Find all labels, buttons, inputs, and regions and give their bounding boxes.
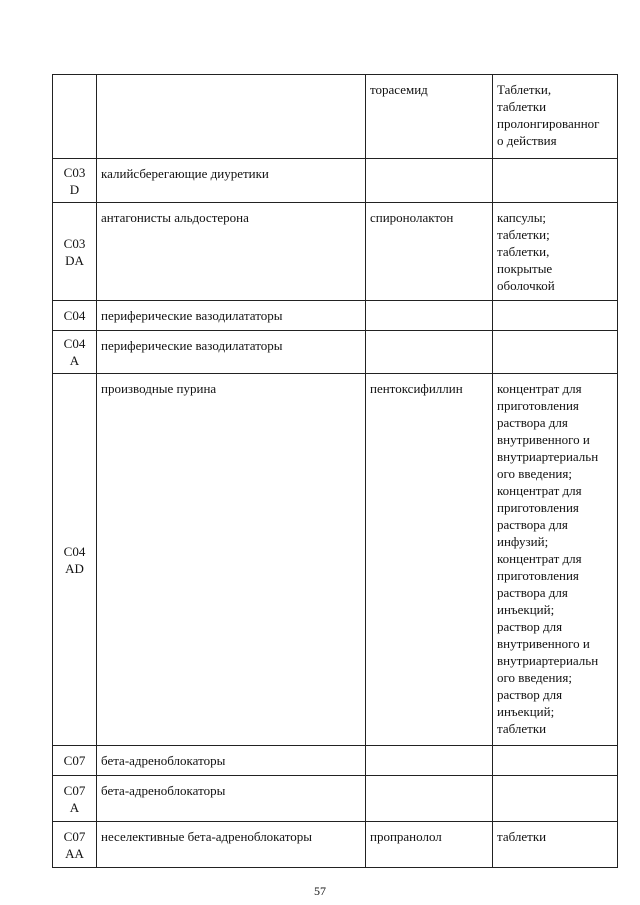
atc-code-cell [53,746,97,776]
dosage-form-cell [493,331,618,374]
dosage-form-line: покрытые [497,261,553,276]
dosage-form-line: Таблетки, [497,82,552,97]
atc-code-cell [53,776,97,822]
group-name-cell: калийсберегающие диуретики [97,159,366,203]
table-row [53,75,618,159]
atc-code-cell [53,159,97,203]
drug-name-cell: торасемид [366,75,493,159]
atc-code-cell [53,331,97,374]
table-row [53,746,618,776]
atc-code-suffix: A [69,353,80,368]
atc-code-suffix: DA [65,252,84,268]
table-row [53,776,618,822]
atc-code-main: C04 [63,308,86,323]
dosage-form-line: концентрат для [497,551,582,566]
table-row [53,822,618,868]
atc-code-suffix: D [69,181,80,197]
atc-code-cell [53,203,97,301]
table-row [53,159,618,203]
atc-code-main: C07 [63,782,86,798]
atc-code-main: C03 [63,235,86,251]
atc-code-suffix: AD [65,560,84,576]
dosage-form-line: ого введения; [497,670,572,685]
dosage-form-line: о действия [497,133,557,148]
atc-code-cell [53,75,97,159]
dosage-form-line: раствор для [497,619,563,634]
dosage-form-cell [493,374,618,746]
dosage-form-line: таблетки [497,99,547,114]
table-row [53,374,618,746]
dosage-form-cell [493,203,618,301]
drug-name-cell: пентоксифиллин [366,374,493,746]
table-row [53,301,618,331]
group-name-cell: антагонисты альдостерона [97,203,366,301]
dosage-form-cell [493,822,618,868]
atc-code-main: C04 [63,543,86,559]
drug-name-cell: пропранолол [366,822,493,868]
group-name-cell: бета-адреноблокаторы [97,776,366,822]
group-name-cell: бета-адреноблокаторы [97,746,366,776]
drug-name-cell [366,746,493,776]
dosage-form-line: раствора для [497,415,568,430]
group-name-cell: периферические вазодилататоры [97,301,366,331]
dosage-form-line: таблетки [497,721,547,736]
group-name-cell: неселективные бета-адреноблокаторы [97,822,366,868]
dosage-form-line: инъекций; [497,602,555,617]
dosage-form-line: внутривенного и [497,636,590,651]
group-name-cell: периферические вазодилататоры [97,331,366,374]
atc-code-suffix: AA [65,845,84,861]
drug-name-cell [366,301,493,331]
dosage-form-line: таблетки [497,829,547,844]
dosage-form-cell [493,301,618,331]
drug-name-cell [366,331,493,374]
atc-code-cell [53,822,97,868]
dosage-form-cell [493,746,618,776]
dosage-form-line: таблетки, [497,244,550,259]
dosage-form-line: инъекций; [497,704,555,719]
dosage-form-line: раствора для [497,585,568,600]
table-row [53,203,618,301]
dosage-form-line: пролонгированног [497,116,600,131]
table-row [53,331,618,374]
atc-code-main: C07 [63,753,86,768]
page-number: 57 [314,884,326,898]
dosage-form-cell [493,75,618,159]
dosage-form-line: внутриартериальн [497,653,599,668]
dosage-form-line: таблетки; [497,227,550,242]
dosage-form-line: капсулы; [497,210,547,225]
atc-code-cell [53,301,97,331]
dosage-form-line: раствор для [497,687,563,702]
group-name-cell [97,75,366,159]
dosage-form-line: ого введения; [497,466,572,481]
atc-code-main: C07 [63,828,86,844]
atc-code-main: C04 [63,336,86,351]
dosage-form-line: внутриартериальн [497,449,599,464]
atc-drug-table [52,74,618,868]
dosage-form-line: внутривенного и [497,432,590,447]
dosage-form-line: инфузий; [497,534,549,549]
dosage-form-cell [493,776,618,822]
group-name-cell: производные пурина [97,374,366,746]
dosage-form-line: приготовления [497,398,579,413]
drug-name-cell [366,159,493,203]
dosage-form-cell [493,159,618,203]
atc-code-cell [53,374,97,746]
dosage-form-line: приготовления [497,568,579,583]
atc-code-suffix: A [69,799,80,815]
dosage-form-line: раствора для [497,517,568,532]
dosage-form-line: приготовления [497,500,579,515]
dosage-form-line: оболочкой [497,278,555,293]
dosage-form-line: концентрат для [497,483,582,498]
drug-name-cell [366,776,493,822]
dosage-form-line: концентрат для [497,381,582,396]
atc-code-main: C03 [63,164,86,180]
drug-name-cell: спиронолактон [366,203,493,301]
